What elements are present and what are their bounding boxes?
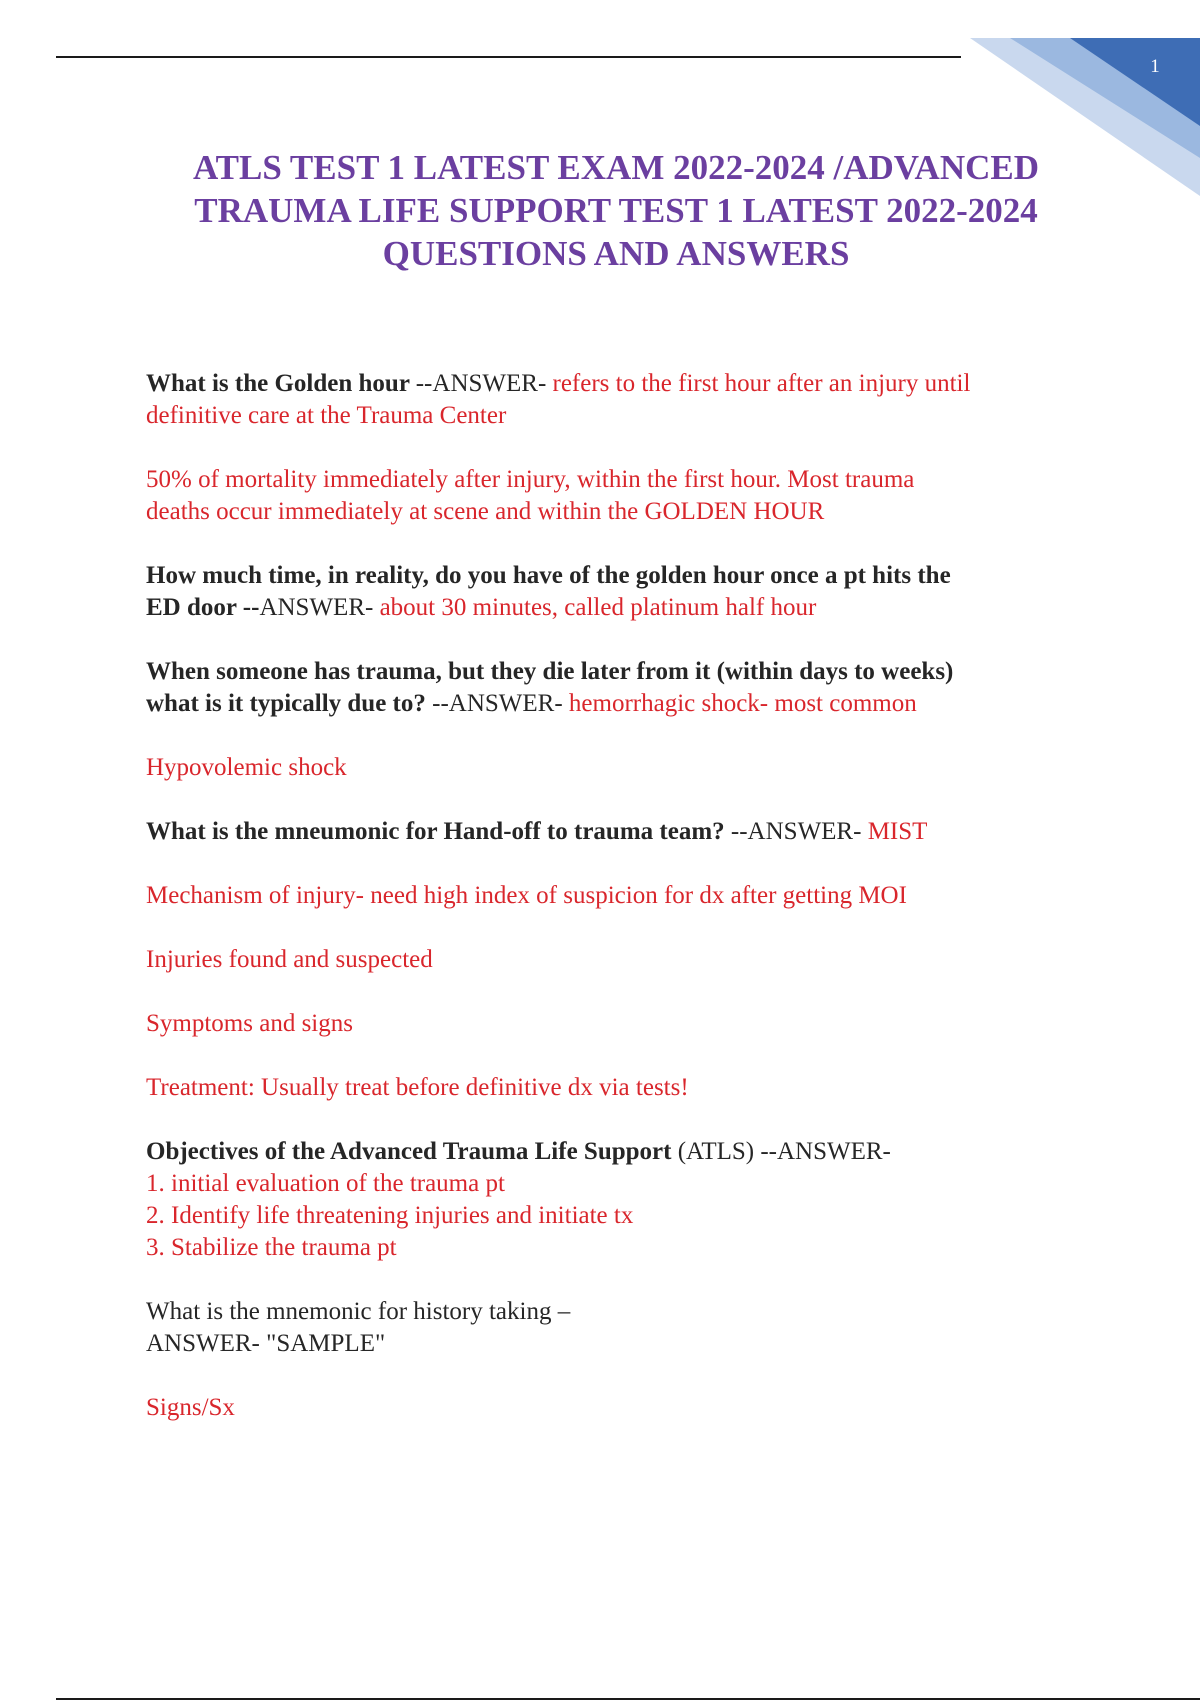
answer-signs bbox=[146, 1392, 1096, 1424]
answer-tag: ANSWER- bbox=[259, 594, 380, 621]
question-text: When someone has trauma, but they die later from it (within days to weeks) bbox=[146, 658, 954, 685]
question-text: Objectives of the Advanced Trauma Life Support bbox=[146, 1138, 678, 1165]
qa-golden-hour bbox=[146, 368, 1096, 432]
question-text: What is the mneumonic for Hand-off to trauma team? bbox=[146, 818, 731, 845]
answer-tag: --ANSWER- bbox=[415, 370, 553, 397]
answer-mechanism bbox=[146, 880, 1096, 912]
document-title bbox=[120, 146, 1112, 275]
answer-text: Symptoms and signs bbox=[146, 1010, 353, 1037]
answer-text: ANSWER- "SAMPLE" bbox=[146, 1330, 386, 1357]
objective-item: 1. initial evaluation of the trauma pt bbox=[146, 1170, 505, 1197]
qa-history-mnemonic bbox=[146, 1296, 1096, 1360]
question-text: What is the Golden hour bbox=[146, 370, 416, 397]
objective-item: 3. Stabilize the trauma pt bbox=[146, 1234, 397, 1261]
qa-golden-hour-time bbox=[146, 560, 1096, 624]
answer-mortality bbox=[146, 464, 1096, 528]
answer-text: about 30 minutes, called platinum half hour bbox=[379, 594, 817, 621]
title-line-3: QUESTIONS AND ANSWERS bbox=[382, 234, 850, 273]
answer-tag: (ATLS) --ANSWER- bbox=[677, 1138, 891, 1165]
answer-text: refers to the first hour after an injury until bbox=[552, 370, 971, 397]
answer-hypovolemic bbox=[146, 752, 1096, 784]
answer-text: MIST bbox=[867, 818, 928, 845]
answer-tag: --ANSWER- bbox=[730, 818, 868, 845]
answer-injuries bbox=[146, 944, 1096, 976]
qa-atls-objectives bbox=[146, 1136, 1096, 1264]
answer-text-continued: deaths occur immediately at scene and within the GOLDEN HOUR bbox=[146, 498, 825, 525]
question-text-continued: what is it typically due to? bbox=[146, 690, 433, 717]
header-rule bbox=[56, 56, 961, 58]
answer-tag: --ANSWER- bbox=[432, 690, 569, 717]
title-line-1: ATLS TEST 1 LATEST EXAM 2022-2024 /ADVANCED bbox=[192, 148, 1040, 187]
page-number: 1 bbox=[1150, 56, 1160, 77]
answer-text: Treatment: Usually treat before definitive dx via tests! bbox=[146, 1074, 689, 1101]
question-text: How much time, in reality, do you have of the golden hour once a pt hits the bbox=[146, 562, 951, 589]
answer-symptoms bbox=[146, 1008, 1096, 1040]
answer-treatment bbox=[146, 1072, 1096, 1104]
qa-handoff-mnemonic bbox=[146, 816, 1096, 848]
answer-text: Signs/Sx bbox=[146, 1394, 235, 1421]
answer-text: Mechanism of injury- need high index of suspicion for dx after getting MOI bbox=[146, 882, 907, 909]
qa-content bbox=[146, 368, 1096, 1456]
objective-item: 2. Identify life threatening injuries and initiate tx bbox=[146, 1202, 634, 1229]
answer-text: Injuries found and suspected bbox=[146, 946, 433, 973]
answer-text: 50% of mortality immediately after injury, within the first hour. Most trauma bbox=[146, 466, 915, 493]
question-text: What is the mnemonic for history taking – bbox=[146, 1298, 571, 1325]
question-text-continued: ED door -- bbox=[146, 594, 260, 621]
answer-text: hemorrhagic shock- most common bbox=[568, 690, 917, 717]
title-line-2: TRAUMA LIFE SUPPORT TEST 1 LATEST 2022-2024 bbox=[194, 191, 1038, 230]
answer-text-continued: definitive care at the Trauma Center bbox=[146, 402, 507, 429]
answer-text: Hypovolemic shock bbox=[146, 754, 347, 781]
qa-late-death bbox=[146, 656, 1096, 720]
